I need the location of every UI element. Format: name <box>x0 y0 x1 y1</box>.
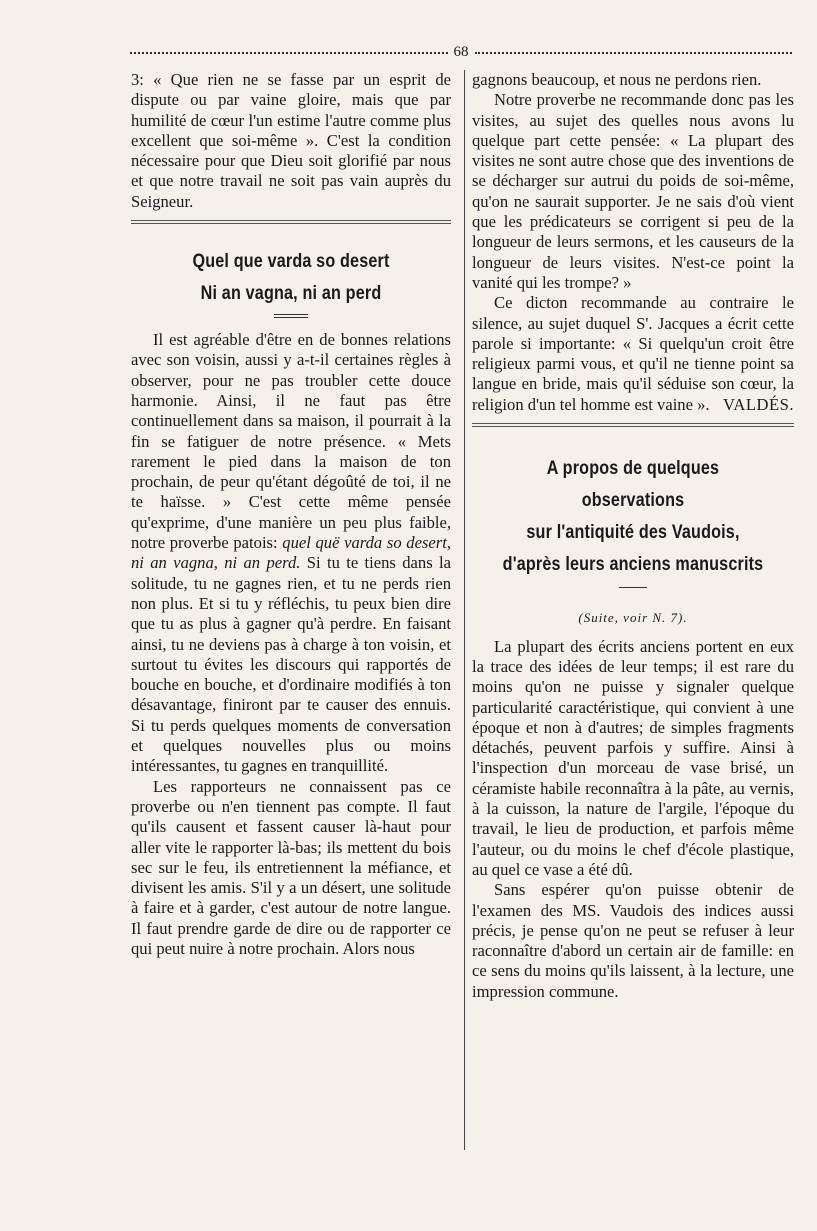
body-paragraph-3: Notre proverbe ne recommande donc pas les visites, au sujet des quelles nous avons lu quelque part cette pensée: « La plupart des visites ne sont autre chose que des inventions de se décharger sur autrui du poids de soi-même, qu'on ne saurait supporter. Je ne sais d'où vient que les prédicateurs se corrigent si peu de la longueur de leurs sermons, et les causeurs de la longueur de leurs visites. N'est-ce point la vanité qui les trompe? » <box>472 90 794 292</box>
header-ornament-right <box>475 52 793 60</box>
article2-title-line3: d'après leurs anciens manuscrits <box>502 554 764 576</box>
continuation-note: (Suite, voir N. 7). <box>578 610 688 626</box>
article2-title-line2: sur l'antiquité des Vaudois, <box>526 522 740 544</box>
article2-title-line1: A propos de quelques observations <box>546 458 720 512</box>
body-paragraph-1 <box>131 330 451 777</box>
body-paragraph-5: La plupart des écrits anciens portent en eux la trace des idées de leur temps; il est rare du moins qu'on ne puisse y signaler quelque particularité caractéristique, qui convient à une époque et non à d'autres; de simples fragments détachés, peuvent parfois y suffire. Ainsi à l'inspection d'un morceau de vase brisé, un céramiste habile reconnaîtra à la pâte, au vernis, à la cuisson, la nature de l'argile, l'époque du travail, le lieu de production, et parfois même l'auteur, ou du moins le chef d'école plastique, au quel ce vase a été dû. <box>472 636 794 879</box>
continued-text: gagnons beaucoup, et nous ne perdons rien. <box>472 70 762 89</box>
page-header <box>130 40 792 64</box>
para1-text-a: Il est agréable d'être en de bonnes relations avec son voisin, aussi y a-t-il certaines règles à observer, pour ne pas troubler cette douce harmonie. Ainsi, il ne faut pas être continuellement dans sa maison, il pourrait à la fin se fatiguer de notre présence. « Mets rarement le pied dans la maison de ton prochain, de peur qu'étant dégoûté de toi, il ne te haïsse. » C'est cette même pensée qu'exprime, d'une manière un peu plus faible, notre proverbe patois: <box>131 330 451 553</box>
title-rule <box>619 587 647 588</box>
title-ornament <box>274 314 308 318</box>
para1-text-b: Si tu te tiens dans la solitude, tu ne gagnes rien, et tu ne perds rien non plus. Et si tu y réfléchis, tu peux bien dire que tu as plus à gagner qu'à perdre. En faisant ainsi, tu ne deviens pas à charge à ton voisin, et surtout tu évites les discours qui rapportés de bouche en bouche, et d'ordinaire modifiés à ton désavantage, finiront par te causer des ennuis. Si tu perds quelques moments de conversation et quelques nouvelles plus ou moins intéressantes, tu gagnes en tranquillité. <box>131 553 451 776</box>
right-column <box>472 70 794 1002</box>
author-signature: VALDÉS. <box>723 395 794 415</box>
body-paragraph-6: Sans espérer qu'on puisse obtenir de l'examen des MS. Vaudois des indices aussi précis, je pense qu'on ne peut se refuser à leur raconnaître d'abord un certain air de famille: en ce sens du moins qu'ils laissent, à la lecture, une impression commune. <box>472 880 794 1001</box>
column-divider <box>464 70 465 1150</box>
proverb-quote: quel quë varda so desert, ni an vagna, ni an perd. <box>131 533 451 573</box>
body-paragraph-2: Les rapporteurs ne connaissent pas ce proverbe ou n'en tiennent pas compte. Il faut qu'ils causent et fassent causer là-haut pour aller vite le rapporter là-bas; ils mettent du bois sec sur le feu, ils entretiennent la méfiance, et divisent les amis. S'il y a un désert, une solitude à faire et à garder, c'est autour de notre langue. Il faut prendre garde de dire ou de rapporter ce qui peut nuire à notre prochain. Alors nous <box>131 776 451 958</box>
body-paragraph-4: Ce dicton recommande au contraire le silence, au sujet duquel S'. Jacques a écrit cette parole si importante: « Si quelqu'un croit être religieux parmi vous, et qu'il ne tienne point sa langue en bride, mais qu'il séduise son cœur, la religion d'un tel homme est vaine ». <box>472 293 794 414</box>
left-column <box>131 70 451 959</box>
intro-paragraph: 3: « Que rien ne se fasse par un esprit de dispute ou par vaine gloire, mais que par humilité de cœur l'un estime l'autre comme plus excellent que soi-même ». C'est la condition nécessaire pour que Dieu soit glorifié par nous et que notre travail ne soit pas vain auprès du Seigneur. <box>131 70 451 211</box>
article-title-line1: Quel que varda so desert <box>192 251 390 273</box>
header-ornament-left <box>130 52 448 60</box>
page-number: 68 <box>453 43 469 60</box>
article-title-line2: Ni an vagna, ni an perd <box>200 283 382 305</box>
